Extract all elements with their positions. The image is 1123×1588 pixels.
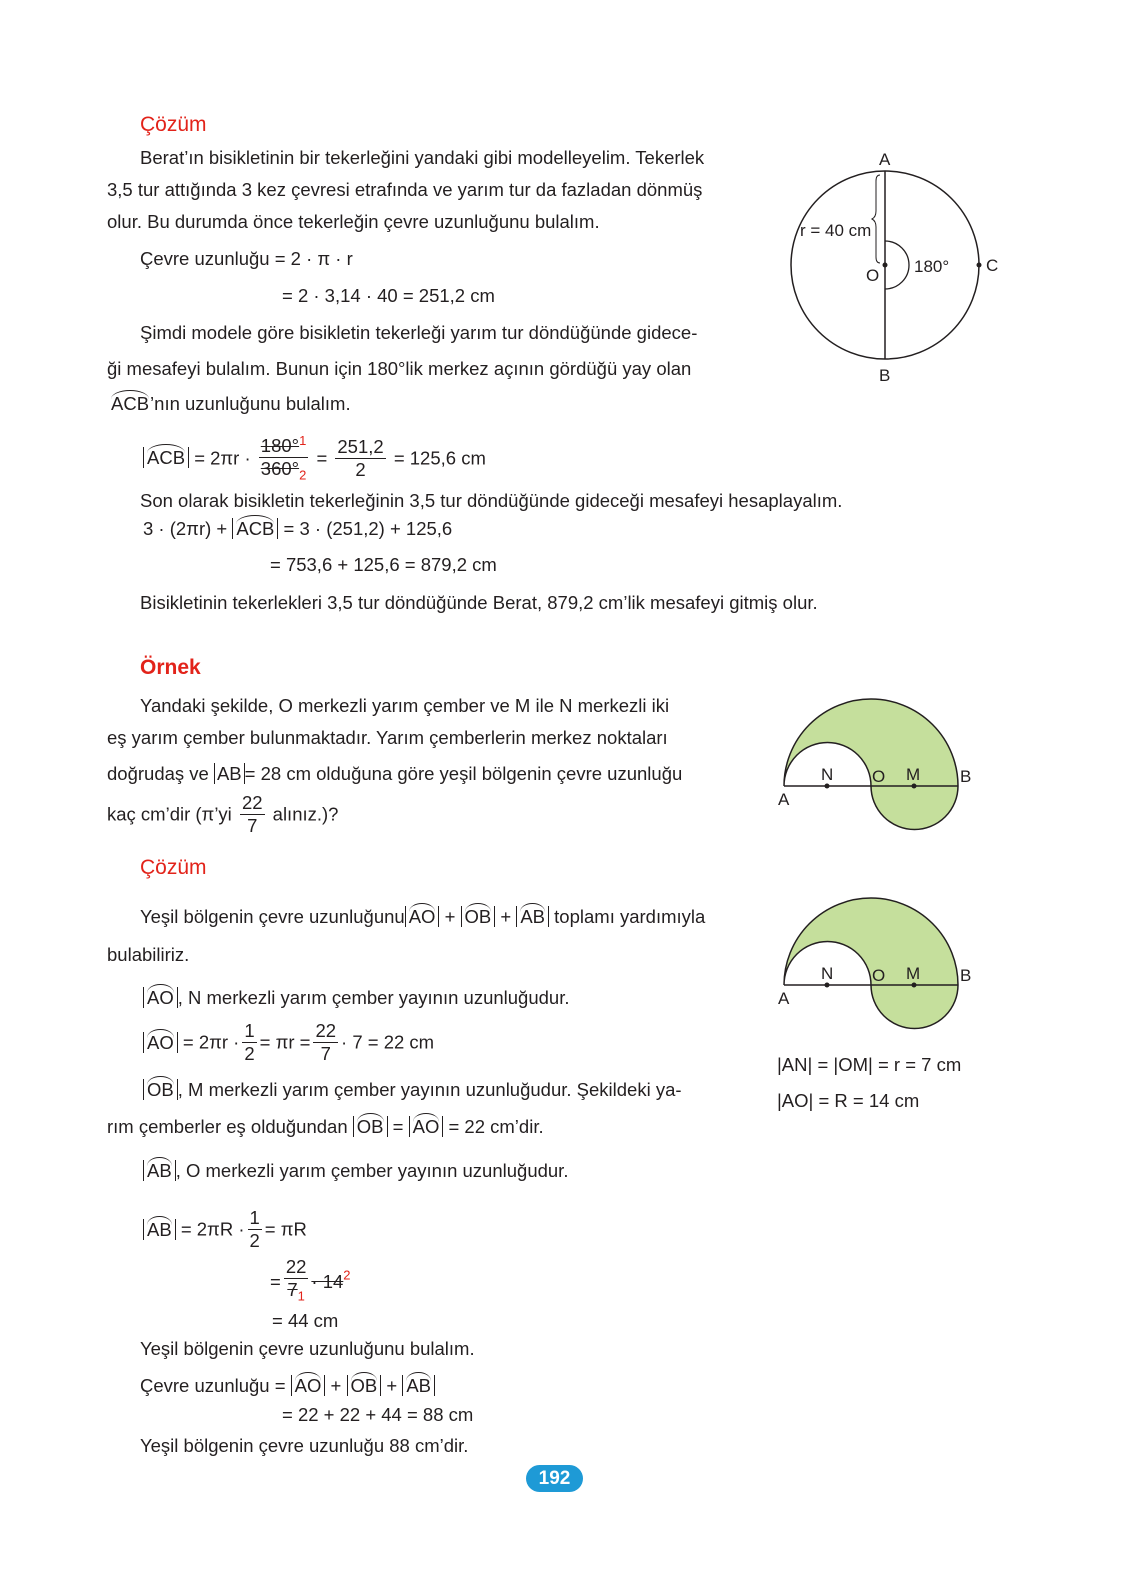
text: Çevre uzunluğu = (140, 1375, 286, 1396)
solution-heading: Çözüm (140, 856, 207, 879)
label-b: B (879, 366, 891, 385)
arc-label: AB (520, 906, 546, 927)
arc-label: AO (294, 1375, 322, 1396)
text: = πr = (259, 1031, 311, 1053)
text: 7 (320, 1043, 331, 1064)
center-point (883, 263, 888, 268)
text: AB (214, 763, 245, 784)
text: = 2πR · (180, 1218, 245, 1240)
text: doğrudaş ve (107, 763, 209, 784)
arc-label: AB (406, 1375, 432, 1396)
side-note: |AO| = R = 14 cm (777, 1090, 920, 1111)
label-a: A (778, 989, 790, 1008)
formula (143, 1020, 434, 1065)
formula (270, 1256, 351, 1308)
text: toplamı yardımıyla (554, 906, 706, 927)
fraction (335, 436, 385, 481)
text: 1 (299, 433, 307, 448)
point-n (825, 784, 830, 789)
text: 2 (299, 467, 307, 483)
angle-label: 180° (914, 257, 950, 276)
paragraph-line: Yeşil bölgenin çevre uzunluğu 88 cm’dir. (140, 1435, 469, 1456)
fraction (259, 430, 309, 487)
label-a: A (778, 790, 790, 809)
text: = (270, 1270, 281, 1292)
label-n: N (821, 964, 834, 983)
fraction (242, 1020, 256, 1065)
paragraph-line (143, 1079, 682, 1101)
label-m: M (906, 964, 921, 983)
paragraph-line (110, 393, 351, 415)
arc-label: AO (408, 906, 436, 927)
text: 2 (343, 1267, 351, 1283)
paragraph-line: olur. Bu durumda önce tekerleğin çevre uzunluğunu bulalım. (107, 211, 600, 232)
fraction (313, 1020, 338, 1065)
text: 2 (249, 1230, 260, 1251)
side-note: |AN| = |OM| = r = 7 cm (777, 1054, 962, 1075)
text: ’nın uzunluğunu bulalım. (150, 393, 351, 414)
paragraph-line: Berat’ın bisikletinin bir tekerleğini yandaki gibi modelleyelim. Tekerlek (140, 147, 705, 168)
paragraph-line: Yeşil bölgenin çevre uzunluğunu bulalım. (140, 1338, 475, 1359)
formula (143, 518, 452, 540)
text: · 7 = 22 cm (341, 1031, 435, 1053)
label-o: O (866, 266, 880, 285)
fraction (248, 1207, 262, 1252)
text: 180° (260, 435, 300, 457)
formula (143, 1207, 307, 1252)
formula (140, 1375, 435, 1397)
text: = 2πr · (182, 1031, 240, 1053)
arc-label: OB (350, 1375, 378, 1396)
paragraph-line (107, 1116, 544, 1138)
text: Yeşil bölgenin çevre uzunluğunu (140, 906, 405, 927)
text: , N merkezli yarım çember yayının uzunluğudur. (177, 987, 570, 1008)
formula: = 753,6 + 125,6 = 879,2 cm (270, 554, 497, 575)
paragraph-line: eş yarım çember bulunmaktadır. Yarım çemberlerin merkez noktaları (107, 727, 668, 748)
arc-label: ACB (147, 447, 186, 469)
label-c: C (986, 256, 999, 275)
label-n: N (821, 765, 834, 784)
text: 3 · (2πr) + (143, 518, 228, 539)
paragraph-line: ği mesafeyi bulalım. Bunun için 180°lik merkez açının gördüğü yay olan (107, 358, 692, 379)
formula: = 2 · 3,14 · 40 = 251,2 cm (282, 285, 495, 306)
page-number: 192 (526, 1465, 583, 1492)
label-b: B (960, 966, 972, 985)
formula: Çevre uzunluğu = 2 · π · r (140, 248, 353, 269)
text: 1 (249, 1207, 260, 1228)
label-m: M (906, 765, 921, 784)
formula: = 22 + 22 + 44 = 88 cm (282, 1404, 474, 1425)
text: 1 (244, 1020, 255, 1041)
paragraph-line (107, 792, 338, 837)
arc-label: OB (464, 906, 492, 927)
formula-acb (143, 430, 486, 487)
text: = 3 · (251,2) + 125,6 (283, 518, 453, 539)
arc-label: AO (147, 1031, 174, 1053)
text: 7 (287, 1279, 298, 1300)
arc-label: OB (147, 1079, 174, 1100)
point-c (977, 263, 982, 268)
paragraph-line (107, 763, 682, 785)
paragraph-line (143, 987, 569, 1009)
arc-label: AO (147, 987, 174, 1008)
wheel-diagram (780, 145, 1020, 395)
paragraph-line (140, 906, 705, 928)
text: = 28 cm olduğuna göre yeşil bölgenin çevre uzunluğu (244, 763, 683, 784)
text: = 2πr · (194, 447, 251, 469)
text: 7 (247, 815, 258, 836)
label-o: O (872, 767, 886, 786)
formula: = 44 cm (272, 1310, 339, 1331)
label-o: O (872, 966, 886, 985)
radius-brace (872, 175, 880, 263)
fraction (240, 792, 265, 837)
text: 2 (244, 1043, 255, 1064)
solution-heading: Çözüm (140, 113, 207, 136)
paragraph-line: Şimdi modele göre bisikletin tekerleği yarım tur döndüğünde gidece- (140, 322, 698, 343)
arc-label: AB (147, 1218, 172, 1240)
green-region (784, 898, 958, 1028)
text: = (316, 447, 328, 469)
point-m (912, 983, 917, 988)
text: , O merkezli yarım çember yayının uzunluğudur. (175, 1160, 569, 1181)
text: + (386, 1375, 398, 1396)
text: rım çemberler eş olduğundan (107, 1116, 348, 1137)
text: alınız.)? (272, 803, 339, 825)
arc-label: AB (147, 1160, 172, 1181)
text: 2 (355, 458, 366, 480)
text: 22 (315, 1020, 337, 1041)
arc-label: ACB (236, 518, 275, 539)
text: , M merkezli yarım çember yayının uzunluğudur. Şekildeki ya- (177, 1079, 682, 1100)
point-m (912, 784, 917, 789)
text: + (500, 906, 512, 927)
text: kaç cm’dir (π’yi (107, 803, 232, 825)
paragraph-line: Bisikletinin tekerlekleri 3,5 tur döndüğünde Berat, 879,2 cm’lik mesafeyi gitmiş olur. (140, 592, 818, 613)
point-n (825, 983, 830, 988)
arc-label: OB (356, 1116, 384, 1137)
text: + (444, 906, 456, 927)
text: + (330, 1375, 342, 1396)
text: = (392, 1116, 404, 1137)
arc-label: AO (412, 1116, 440, 1137)
label-b: B (960, 767, 972, 786)
fraction (284, 1256, 309, 1308)
angle-arc (885, 241, 909, 289)
green-region (784, 699, 958, 829)
radius-label: r = 40 cm (800, 221, 872, 240)
text: 251,2 (337, 435, 384, 457)
paragraph-line: 3,5 tur attığında 3 kez çevresi etrafında ve yarım tur da fazladan dönmüş (107, 179, 703, 200)
semicircle-diagram (770, 690, 990, 840)
text: = πR (264, 1218, 307, 1240)
semicircle-diagram-2 (770, 889, 990, 1039)
example-heading: Örnek (140, 656, 201, 679)
text: 22 (285, 1256, 307, 1277)
text: · 14 (311, 1270, 344, 1292)
text: 1 (297, 1288, 305, 1304)
paragraph-line: bulabiliriz. (107, 944, 190, 965)
paragraph-line: Yandaki şekilde, O merkezli yarım çember ve M ile N merkezli iki (140, 695, 670, 716)
paragraph-line: Son olarak bisikletin tekerleğinin 3,5 tur döndüğünde gideceği mesafeyi hesaplayalım. (140, 490, 843, 511)
paragraph-line (143, 1160, 568, 1182)
text: = 125,6 cm (393, 447, 486, 469)
text: = 22 cm’dir. (448, 1116, 544, 1137)
text: 360° (260, 458, 300, 480)
text: 22 (241, 792, 263, 813)
arc-label: ACB (111, 393, 150, 414)
label-a: A (879, 150, 891, 169)
